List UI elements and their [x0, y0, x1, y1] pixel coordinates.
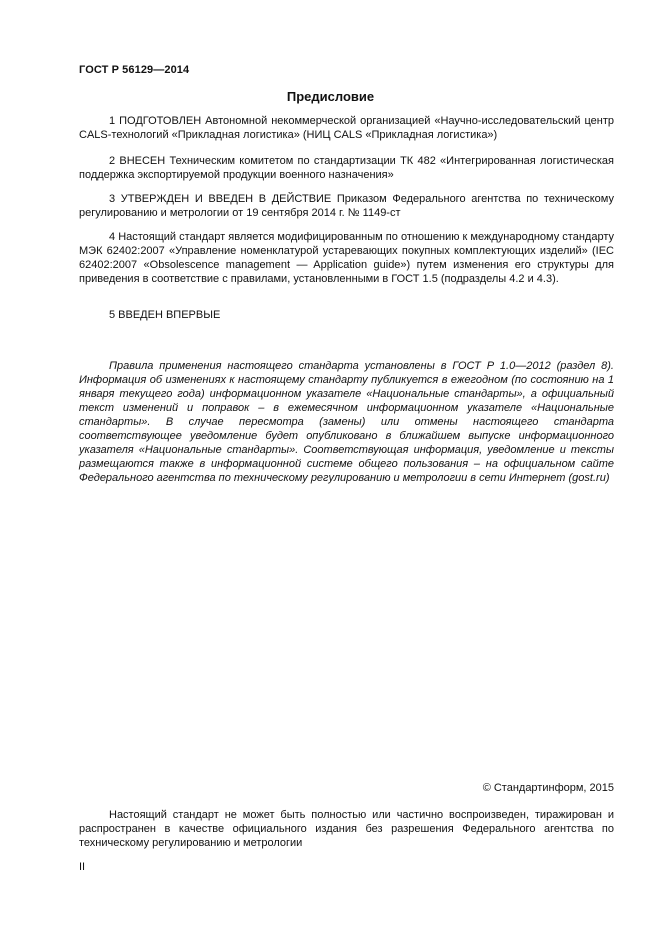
preface-item-3: 3 УТВЕРЖДЕН И ВВЕДЕН В ДЕЙСТВИЕ Приказом Федерального агентства по техническому регулированию и метрологии от 19 сентября 2014 г. № 1149-ст [79, 193, 614, 219]
page-number: II [79, 861, 86, 873]
preface-item-5: 5 ВВЕДЕН ВПЕРВЫЕ [109, 309, 221, 321]
preface-item-1: 1 ПОДГОТОВЛЕН Автономной некоммерческой организацией «Научно-исследовательский центр CALS-технологий «Прикладная логистика» (НИЦ CALS «Прикладная логистика») [79, 115, 614, 141]
document-code: ГОСТ Р 56129—2014 [79, 64, 190, 76]
rights-notice: Настоящий стандарт не может быть полностью или частично воспроизведен, тиражирован и распространен в качестве официального издания без разрешения Федерального агентства по техническому регулированию и метрологии [79, 809, 614, 849]
copyright-line: © Стандартинформ, 2015 [482, 782, 614, 794]
preface-item-4: 4 Настоящий стандарт является модифицированным по отношению к международному стандарту МЭК 62402:2007 «Управление номенклатурой устаревающих покупных комплектующих изделий» (IEC 62402:2007 «Obsolescence management — Application guide») путем изменения его структуры для приведения в соответствие с правилами, установленными в ГОСТ 1.5 (подразделы 4.2 и 4.3). [79, 231, 614, 285]
publication-notice: Правила применения настоящего стандарта установлены в ГОСТ Р 1.0—2012 (раздел 8). Информация об изменениях к настоящему стандарту публикуется в ежегодном (по состоянию на 1 января текущего года) информационном указателе «Национальные стандарты», а официальный текст изменений и поправок – в ежемесячном информационном указателе «Национальные стандарты». В случае пересмотра (замены) или отмены настоящего стандарта соответствующее уведомление будет опубликовано в ближайшем выпуске информационного указателя «Национальные стандарты». Соответствующая информация, уведомление и тексты размещаются также в информационной системе общего пользования – на официальном сайте Федерального агентства по техническому регулированию и метрологии в сети Интернет (gost.ru) [79, 360, 614, 484]
preface-item-2: 2 ВНЕСЕН Техническим комитетом по стандартизации ТК 482 «Интегрированная логистическая поддержка экспортируемой продукции военного назначения» [79, 155, 614, 181]
preface-title: Предисловие [286, 89, 375, 104]
